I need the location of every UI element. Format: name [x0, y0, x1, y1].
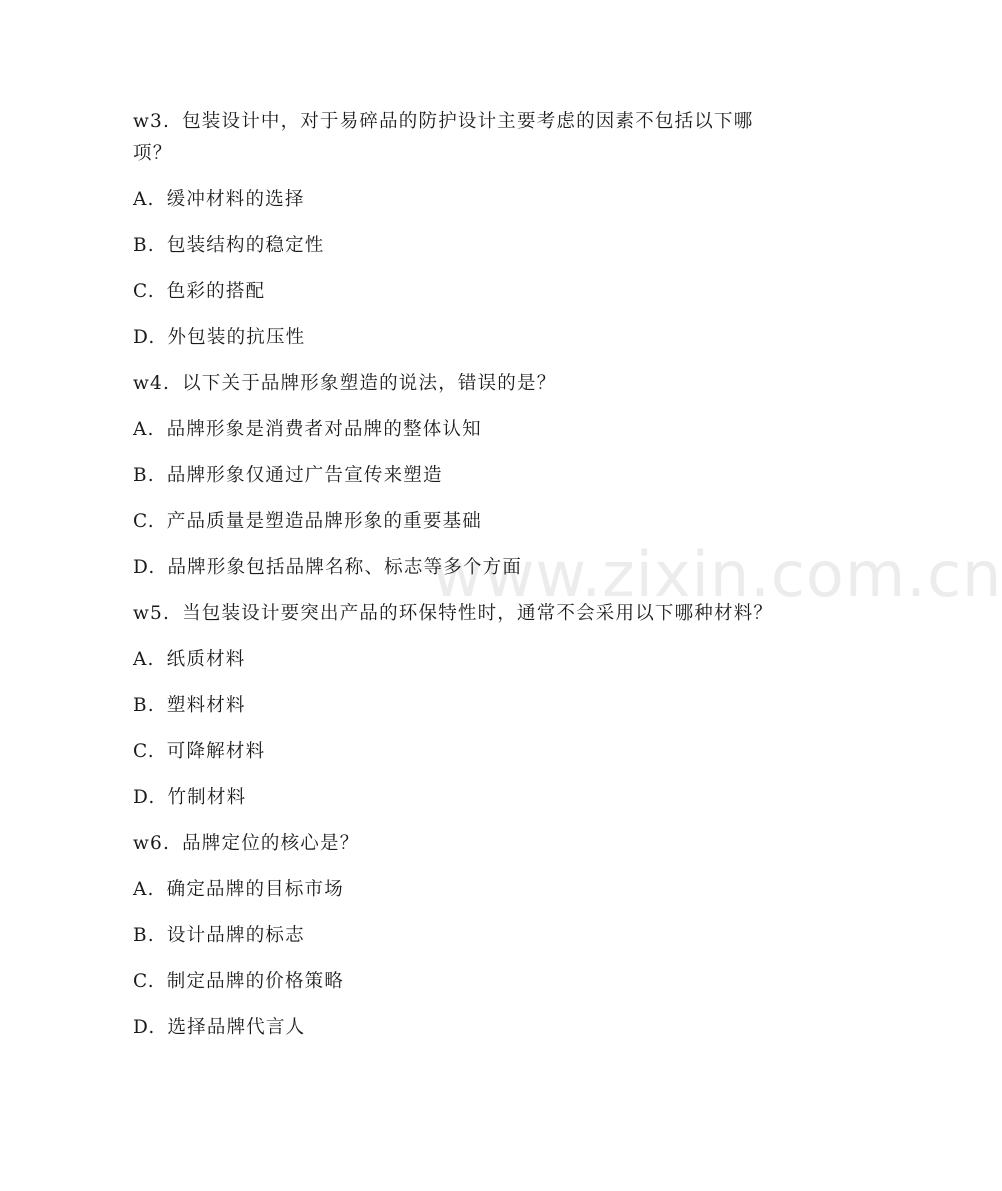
- option-letter: C.: [133, 971, 155, 992]
- option-w4-b: [133, 460, 783, 492]
- option-w3-d: [133, 322, 783, 354]
- option-w5-a: [133, 644, 783, 676]
- option-text: 塑料材料: [166, 695, 246, 716]
- question-number: w3.: [133, 111, 171, 132]
- option-text: 确定品牌的目标市场: [166, 879, 344, 900]
- question-w4: [133, 368, 783, 400]
- option-w5-d: [133, 782, 783, 814]
- option-text: 包装结构的稳定性: [166, 235, 325, 256]
- option-text: 品牌形象包括品牌名称、标志等多个方面: [167, 557, 523, 578]
- option-w5-b: [133, 690, 783, 722]
- option-w6-d: [133, 1012, 783, 1044]
- option-w5-c: [133, 736, 783, 768]
- option-letter: C.: [133, 281, 155, 302]
- option-letter: B.: [133, 465, 155, 486]
- option-text: 选择品牌代言人: [167, 1017, 306, 1038]
- option-text: 纸质材料: [166, 649, 246, 670]
- option-w6-a: [133, 874, 783, 906]
- question-number: w5.: [133, 603, 171, 624]
- option-letter: D.: [133, 557, 156, 578]
- option-w6-c: [133, 966, 783, 998]
- option-text: 品牌形象仅通过广告宣传来塑造: [166, 465, 443, 486]
- question-number: w4.: [133, 373, 171, 394]
- question-text: 以下关于品牌形象塑造的说法，错误的是？: [182, 373, 557, 394]
- option-text: 外包装的抗压性: [167, 327, 306, 348]
- option-letter: D.: [133, 787, 156, 808]
- question-text: 当包装设计要突出产品的环保特性时，通常不会采用以下哪种材料？: [182, 603, 774, 624]
- option-w3-b: [133, 230, 783, 262]
- question-text: 品牌定位的核心是？: [182, 833, 360, 854]
- option-w6-b: [133, 920, 783, 952]
- question-text: 包装设计中，对于易碎品的防护设计主要考虑的因素不包括以下哪项？: [133, 111, 754, 164]
- option-text: 色彩的搭配: [166, 281, 266, 302]
- option-text: 产品质量是塑造品牌形象的重要基础: [166, 511, 482, 532]
- option-letter: B.: [133, 695, 155, 716]
- option-letter: A.: [133, 419, 155, 440]
- option-w3-c: [133, 276, 783, 308]
- option-w3-a: [133, 184, 783, 216]
- option-text: 品牌形象是消费者对品牌的整体认知: [166, 419, 482, 440]
- option-letter: C.: [133, 741, 155, 762]
- option-letter: D.: [133, 1017, 156, 1038]
- question-w6: [133, 828, 783, 860]
- watermark: www.zixin.com.cn: [432, 538, 1002, 611]
- option-w4-c: [133, 506, 783, 538]
- option-w4-a: [133, 414, 783, 446]
- question-number: w6.: [133, 833, 171, 854]
- option-letter: B.: [133, 235, 155, 256]
- option-letter: A.: [133, 189, 155, 210]
- option-letter: A.: [133, 879, 155, 900]
- option-text: 可降解材料: [166, 741, 266, 762]
- option-letter: B.: [133, 925, 155, 946]
- option-text: 设计品牌的标志: [166, 925, 305, 946]
- option-letter: A.: [133, 649, 155, 670]
- option-letter: C.: [133, 511, 155, 532]
- option-text: 制定品牌的价格策略: [166, 971, 345, 992]
- option-text: 竹制材料: [167, 787, 247, 808]
- question-w3: [133, 106, 783, 170]
- option-letter: D.: [133, 327, 156, 348]
- option-text: 缓冲材料的选择: [166, 189, 305, 210]
